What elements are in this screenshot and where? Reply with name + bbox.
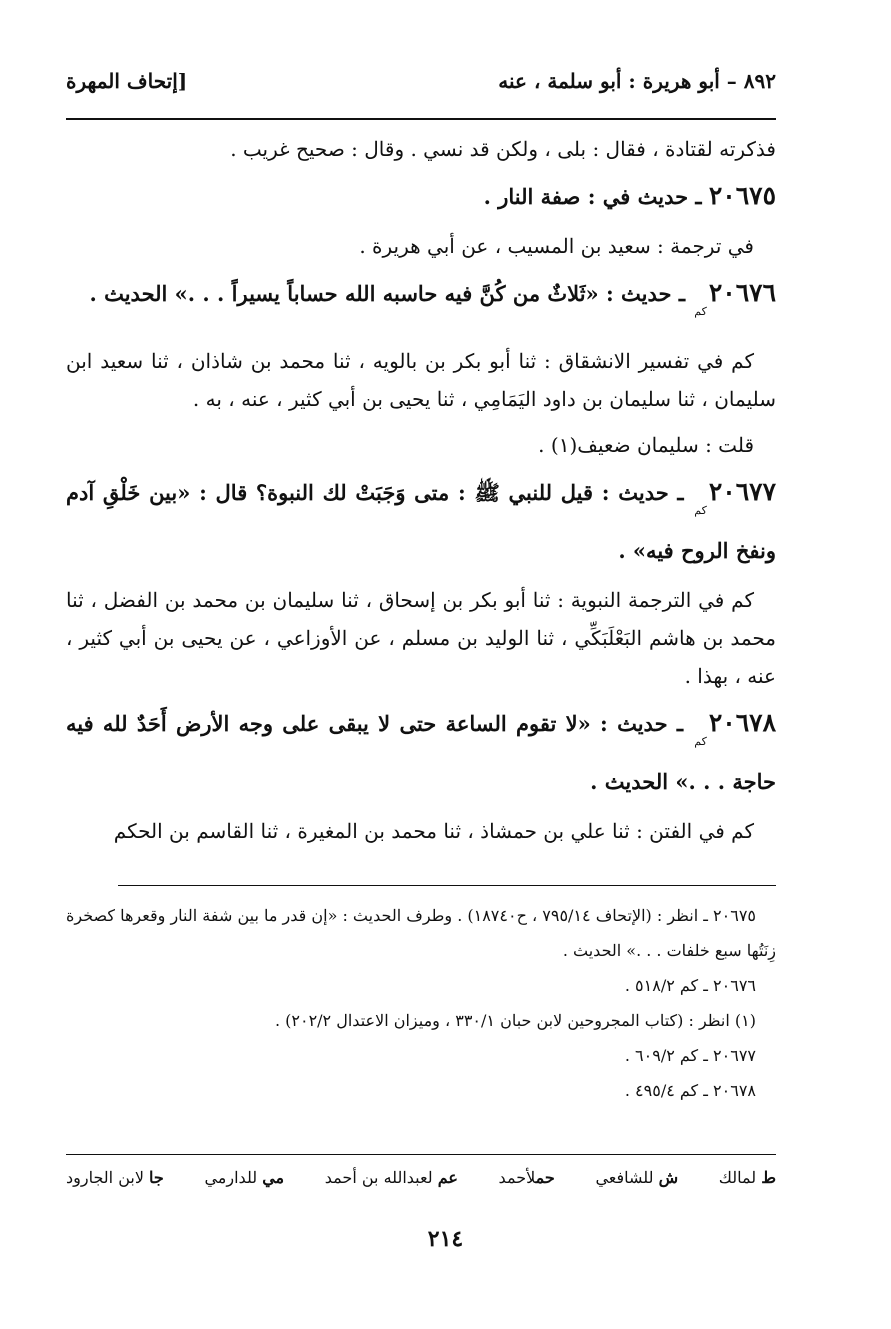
header-section-title: ٨٩٢ – أبو هريرة : أبو سلمة ، عنه [498,69,776,93]
abbrev-code: جا [149,1168,164,1187]
abbrev-item [719,1168,776,1187]
abbrev-name: للشافعي [595,1168,654,1187]
abbrev-name: لأحمد [498,1168,536,1187]
entry-number: ٢٠٦٧٨ [708,708,776,737]
abbrev-name: للدارمي [204,1168,258,1187]
abbrev-item [204,1168,284,1187]
entry-number: ٢٠٦٧٧ [708,477,776,506]
paragraph-isnad: كم في تفسير الانشقاق : ثنا أبو بكر بن بالويه ، ثنا محمد بن شاذان ، ثنا سعيد ابن سليمان ، ثنا سليمان بن داود اليَمَامِي ، ثنا يحيى بن أبي كثير ، عنه ، به . [66,349,776,411]
entry-number: ٢٠٦٧٦ [708,278,776,307]
abbrev-item [66,1168,164,1187]
abbrev-code: حم [535,1168,555,1187]
hadith-entry-20678 [66,703,776,802]
abbrev-code: ط [761,1168,776,1187]
footnotes [66,898,776,1108]
running-header [66,64,776,98]
footnote-divider [118,885,776,886]
footnote: ٢٠٦٧٧ ـ كم ٦٠٩/٢ . [624,1046,756,1065]
page-number: ٢١٤ [427,1226,464,1252]
abbrev-code: ش [658,1168,679,1187]
header-divider [66,118,776,120]
paragraph-comment: قلت : سليمان ضعيف(١) . [538,433,754,457]
abbreviation-divider [66,1154,776,1155]
footnote: ٢٠٦٧٥ ـ انظر : (الإتحاف ٧٩٥/١٤ ، ح١٨٧٤٠) . وطرف الحديث : «إن قدر ما بين شفة النار وقعرها كصخرة زِنَتُها سبع خلفات . . .» الحديث . [66,906,776,960]
source-siglum: كم [694,504,707,517]
source-siglum: كم [694,735,707,748]
entry-text: ـ حديث : «ثَلاثٌ من كُنَّ فيه حاسبه الله حساباً يسيراً . . .» الحديث . [89,281,685,306]
entry-text: ـ حديث في : صفة النار . [483,184,702,209]
footnote: (١) انظر : (كتاب المجروحين لابن حبان ٣٣٠/١ ، وميزان الاعتدال ٢٠٢/٢) . [274,1011,756,1030]
hadith-entry-20676 [66,273,776,332]
abbrev-item [325,1168,458,1187]
abbrev-item [595,1168,678,1187]
footnote: ٢٠٦٧٦ ـ كم ٥١٨/٢ . [624,976,756,995]
abbrev-code: عم [437,1168,458,1187]
hadith-entry-20675 [66,176,776,217]
main-text [66,130,776,858]
source-siglum: كم [694,305,707,318]
abbrev-name: لمالك [718,1168,757,1187]
abbrev-name: لابن الجارود [66,1168,144,1187]
entry-text: ـ حديث : «لا تقوم الساعة حتى لا يبقى على وجه الأرض أَحَدٌ لله فيه حاجة . . .» الحديث . [66,711,776,794]
entry-number: ٢٠٦٧٥ [708,181,776,210]
paragraph-isnad: كم في الفتن : ثنا علي بن حمشاذ ، ثنا محمد بن المغيرة ، ثنا القاسم بن الحكم [113,819,754,843]
paragraph-source: في ترجمة : سعيد بن المسيب ، عن أبي هريرة . [359,234,754,258]
abbrev-name: لعبدالله بن أحمد [324,1168,433,1187]
footnote: ٢٠٦٧٨ ـ كم ٤٩٥/٤ . [624,1081,756,1100]
entry-text: ـ حديث : قيل للنبي ﷺ : متى وَجَبَتْ لك النبوة؟ قال : «بين خَلْقِ آدم ونفخ الروح فيه» . [66,480,776,563]
paragraph-continuation: فذكرته لقتادة ، فقال : بلى ، ولكن قد نسي . وقال : صحيح غريب . [230,137,776,161]
header-book-title: [إتحاف المهرة [66,69,188,93]
abbrev-item [499,1168,555,1187]
paragraph-isnad: كم في الترجمة النبوية : ثنا أبو بكر بن إسحاق ، ثنا سليمان بن محمد بن الفضل ، ثنا محمد بن هاشم البَعْلَبَكِّي ، ثنا الوليد بن مسلم ، عن الأوزاعي ، عن يحيى بن أبي كثير ، عنه ، بهذا . [66,588,776,688]
abbrev-code: مي [262,1168,285,1187]
abbreviation-key [66,1168,776,1187]
hadith-entry-20677 [66,472,776,571]
